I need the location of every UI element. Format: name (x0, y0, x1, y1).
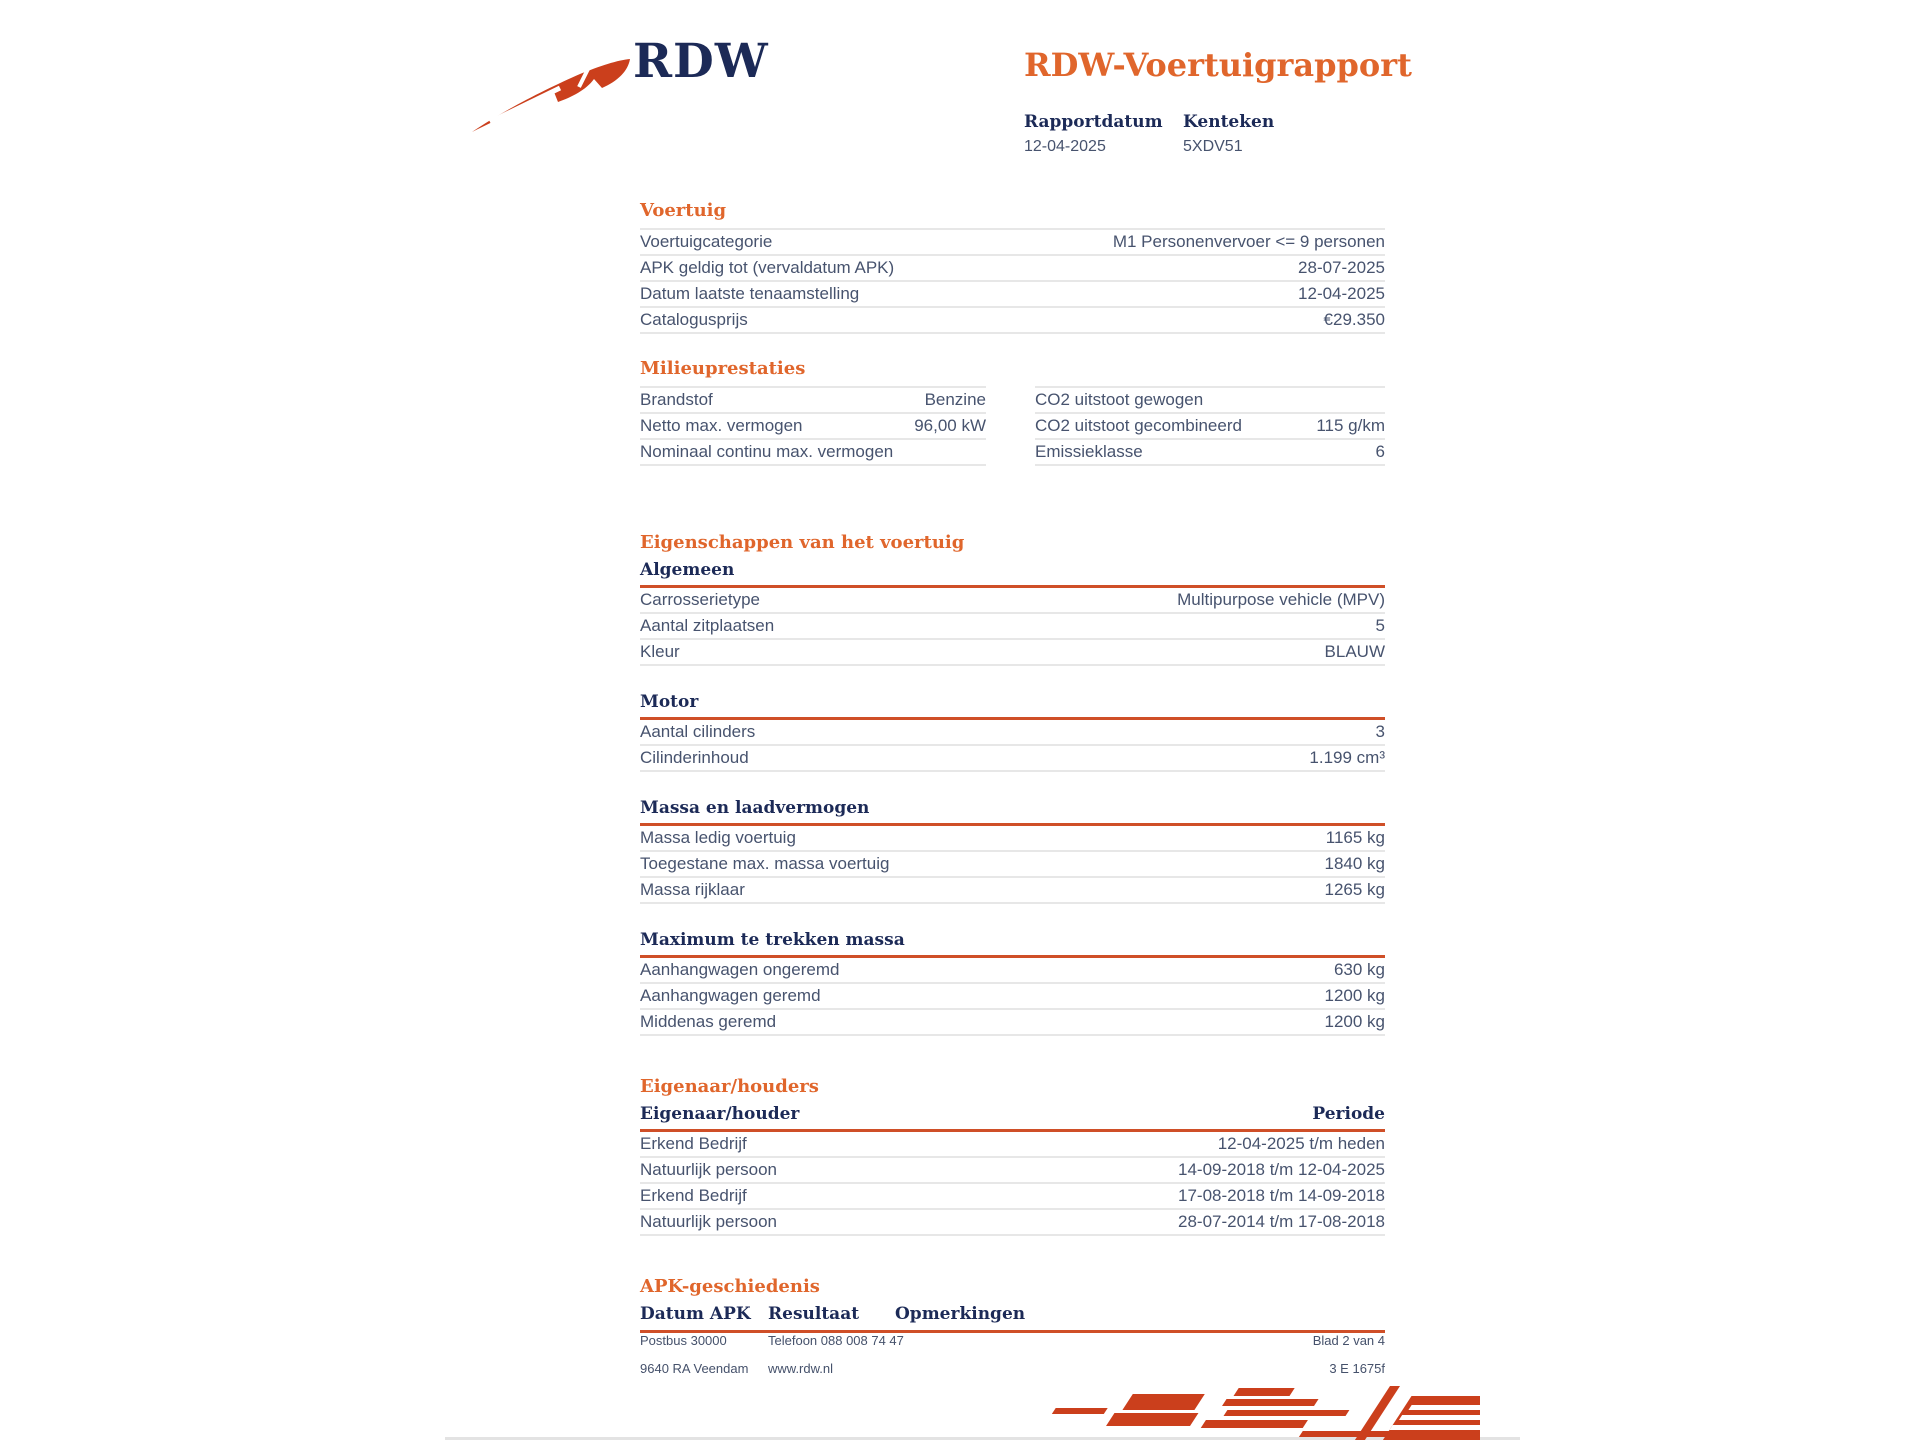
column-header-resultaat: Resultaat (768, 1304, 860, 1324)
footer-page-indicator: Blad 2 van 4 (1312, 1332, 1385, 1348)
table-row (640, 1010, 1385, 1036)
row-label: CO2 uitstoot gewogen (1035, 390, 1204, 409)
row-value: 630 kg (1333, 960, 1385, 979)
license-plate-label: Kenteken (1183, 112, 1275, 132)
algemeen-table (640, 588, 1385, 666)
row-value: 6 (1375, 442, 1385, 461)
subsection-title-massa: Massa en laadvermogen (640, 798, 1385, 826)
row-label: Emissieklasse (1035, 442, 1143, 461)
milieu-tables (640, 386, 1385, 466)
table-row (640, 388, 986, 414)
footer-phone: Telefoon 088 008 74 47 (768, 1332, 904, 1348)
report-meta (1024, 112, 1644, 156)
row-label: Middenas geremd (640, 1012, 777, 1031)
row-value: 1265 kg (1324, 880, 1385, 899)
column-header-datum-apk: Datum APK (640, 1304, 751, 1324)
row-label: Massa rijklaar (640, 880, 745, 899)
page-footer (640, 1326, 1385, 1382)
table-row (640, 230, 1385, 256)
table-row (1035, 440, 1385, 466)
row-label: Catalogusprijs (640, 310, 748, 329)
row-label: Aantal zitplaatsen (640, 616, 775, 635)
footer-form-code: 3 E 1675f (1329, 1360, 1385, 1376)
rdw-wing-icon (468, 46, 638, 136)
section-eigenschappen (640, 532, 1385, 1036)
table-row (640, 588, 1385, 614)
subsection-motor (640, 692, 1385, 772)
row-label: Aanhangwagen ongeremd (640, 960, 840, 979)
subsection-title-algemeen: Algemeen (640, 560, 1385, 588)
table-row (640, 878, 1385, 904)
row-value: 28-07-2014 t/m 17-08-2018 (1178, 1212, 1385, 1231)
table-row (640, 440, 986, 466)
row-value: 17-08-2018 t/m 14-09-2018 (1178, 1186, 1385, 1205)
rdw-logo-wordmark: RDW (633, 34, 769, 89)
massa-table (640, 826, 1385, 904)
table-row (1035, 414, 1385, 440)
table-row (640, 1132, 1385, 1158)
voertuig-table (640, 228, 1385, 334)
row-value: 115 g/km (1316, 416, 1385, 435)
report-date-block (1024, 112, 1183, 156)
column-header-opmerkingen: Opmerkingen (895, 1304, 1026, 1324)
row-label: APK geldig tot (vervaldatum APK) (640, 258, 895, 277)
row-value: Multipurpose vehicle (MPV) (1177, 590, 1385, 609)
report-title: RDW-Voertuigrapport (1024, 46, 1412, 84)
table-row (640, 1158, 1385, 1184)
footer-website: www.rdw.nl (768, 1360, 834, 1376)
row-label: Aanhangwagen geremd (640, 986, 821, 1005)
row-value: BLAUW (1324, 642, 1385, 661)
section-voertuig (640, 200, 1385, 334)
table-row (640, 1210, 1385, 1236)
footer-city: 9640 RA Veendam (640, 1360, 749, 1376)
table-row (640, 614, 1385, 640)
table-row (640, 852, 1385, 878)
section-title-milieuprestaties: Milieuprestaties (640, 358, 806, 379)
trekken-massa-table (640, 958, 1385, 1036)
row-label: Erkend Bedrijf (640, 1186, 747, 1205)
table-row (640, 1184, 1385, 1210)
motor-table (640, 720, 1385, 772)
row-label: Kleur (640, 642, 680, 661)
row-label: CO2 uitstoot gecombineerd (1035, 416, 1242, 435)
report-date-value: 12-04-2025 (1024, 138, 1106, 155)
row-value: 1.199 cm³ (1309, 748, 1385, 767)
row-value: M1 Personenvervoer <= 9 personen (1112, 232, 1385, 251)
eigenaar-table-header (640, 1104, 1385, 1132)
row-value: 3 (1375, 722, 1385, 741)
speed-lines-graphic-icon (1040, 1386, 1480, 1440)
milieu-right-table (1035, 386, 1385, 466)
table-row (640, 958, 1385, 984)
table-row (640, 746, 1385, 772)
section-title-apk-geschiedenis: APK-geschiedenis (640, 1276, 820, 1297)
table-row (640, 256, 1385, 282)
table-row (640, 308, 1385, 334)
row-value: 14-09-2018 t/m 12-04-2025 (1178, 1160, 1385, 1179)
license-plate-block (1183, 112, 1274, 156)
footer-postbus: Postbus 30000 (640, 1332, 727, 1348)
row-value: 1200 kg (1324, 1012, 1385, 1031)
row-label: Carrosserietype (640, 590, 760, 609)
row-label: Erkend Bedrijf (640, 1134, 747, 1153)
row-value: 1840 kg (1324, 854, 1385, 873)
row-value: 1165 kg (1325, 828, 1385, 847)
row-label: Brandstof (640, 390, 713, 409)
license-plate-value: 5XDV51 (1183, 138, 1243, 155)
table-row (640, 640, 1385, 666)
eigenaar-table (640, 1132, 1385, 1236)
subsection-algemeen (640, 560, 1385, 666)
section-title-voertuig: Voertuig (640, 200, 727, 221)
subsection-trekken-massa (640, 930, 1385, 1036)
column-header-periode: Periode (1312, 1104, 1385, 1124)
report-date-label: Rapportdatum (1024, 112, 1163, 132)
table-row (640, 984, 1385, 1010)
report-body (640, 200, 1385, 1333)
row-value: €29.350 (1323, 310, 1385, 329)
row-value: 12-04-2025 (1298, 284, 1385, 303)
milieu-left-table (640, 386, 986, 466)
row-label: Toegestane max. massa voertuig (640, 854, 890, 873)
row-label: Massa ledig voertuig (640, 828, 796, 847)
column-header-eigenaar: Eigenaar/houder (640, 1104, 800, 1124)
table-row (640, 720, 1385, 746)
section-eigenaar-houders (640, 1076, 1385, 1236)
row-label: Datum laatste tenaamstelling (640, 284, 860, 303)
row-value: Benzine (924, 390, 986, 409)
table-row (640, 826, 1385, 852)
section-title-eigenschappen: Eigenschappen van het voertuig (640, 532, 965, 553)
footer-row (640, 1354, 1385, 1382)
row-label: Natuurlijk persoon (640, 1160, 778, 1179)
section-apk-geschiedenis (640, 1276, 1385, 1333)
section-milieuprestaties (640, 358, 1385, 466)
row-value: 5 (1375, 616, 1385, 635)
table-row (640, 414, 986, 440)
row-value: 12-04-2025 t/m heden (1217, 1134, 1385, 1153)
subsection-title-motor: Motor (640, 692, 1385, 720)
row-value: 96,00 kW (914, 416, 986, 435)
row-label: Netto max. vermogen (640, 416, 803, 435)
table-row (1035, 388, 1385, 414)
row-label: Nominaal continu max. vermogen (640, 442, 894, 461)
milieu-column-gap (986, 386, 1035, 466)
row-label: Natuurlijk persoon (640, 1212, 778, 1231)
row-value: 1200 kg (1324, 986, 1385, 1005)
section-title-eigenaar-houders: Eigenaar/houders (640, 1076, 819, 1097)
row-label: Aantal cilinders (640, 722, 756, 741)
row-label: Voertuigcategorie (640, 232, 773, 251)
row-label: Cilinderinhoud (640, 748, 749, 767)
subsection-title-trekken-massa: Maximum te trekken massa (640, 930, 1385, 958)
report-header (1024, 46, 1644, 156)
subsection-massa (640, 798, 1385, 904)
footer-row (640, 1326, 1385, 1354)
table-row (640, 282, 1385, 308)
row-value: 28-07-2025 (1298, 258, 1385, 277)
